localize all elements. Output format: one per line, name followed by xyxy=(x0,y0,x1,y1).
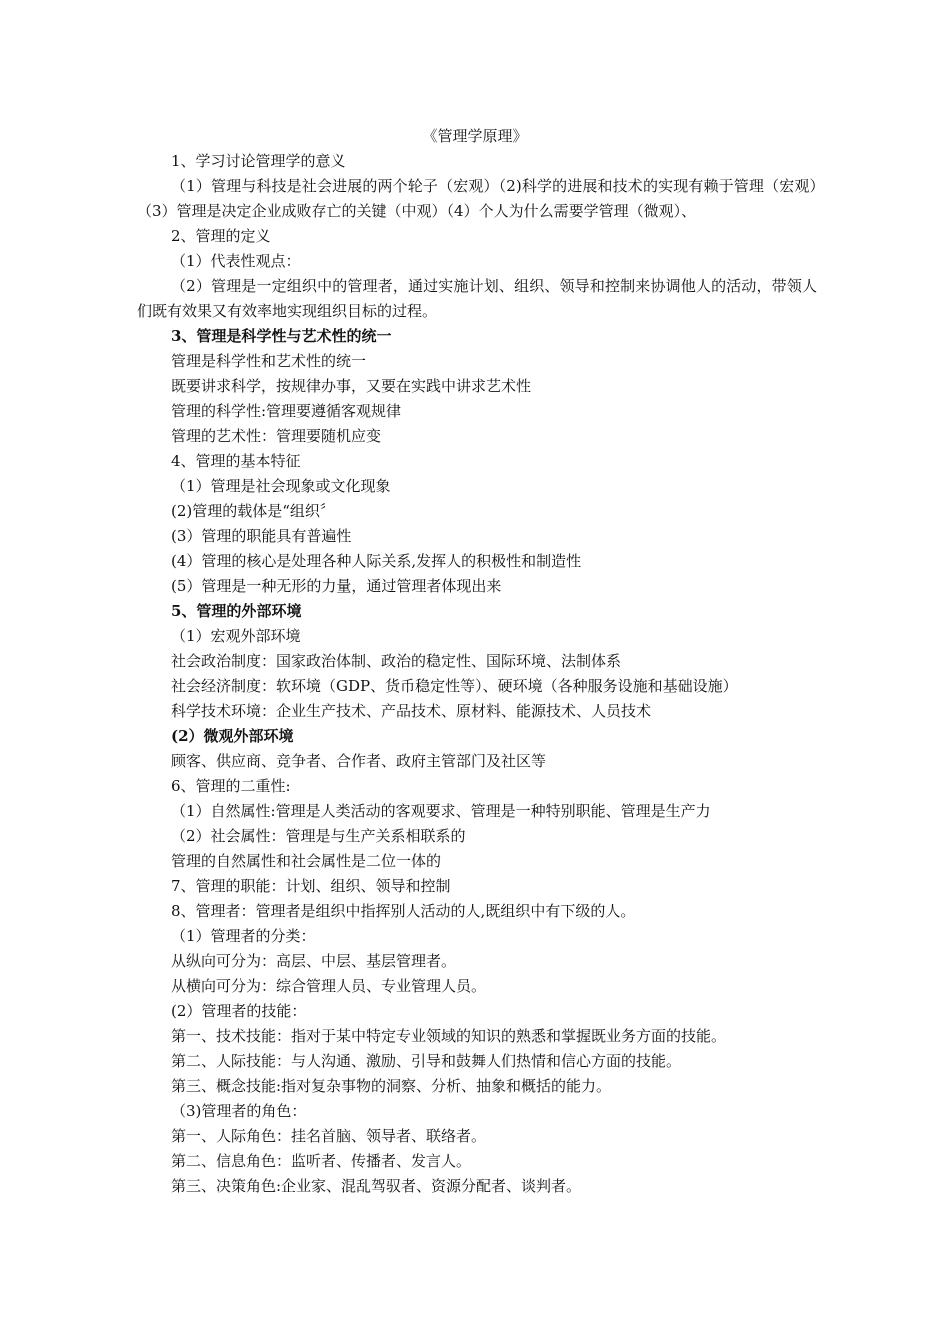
document-line: （3)管理者的角色： xyxy=(171,1102,307,1120)
document-line: 既要讲求科学，按规律办事，又要在实践中讲求艺术性 xyxy=(171,377,532,395)
document-line: （1）管理者的分类： xyxy=(171,927,316,945)
document-line: (2）微观外部环境 xyxy=(171,727,294,745)
document-title: 《管理学原理》 xyxy=(422,127,528,145)
document-line: 顾客、供应商、竞争者、合作者、政府主管部门及社区等 xyxy=(171,752,547,770)
document-line: 8、管理者：管理者是组织中指挥别人活动的人,既组织中有下级的人。 xyxy=(171,902,636,920)
document-line: 第一、技术技能：指对于某中特定专业领域的知识的熟悉和掌握既业务方面的技能。 xyxy=(171,1027,727,1045)
document-line: 科学技术环境：企业生产技术、产品技术、原材料、能源技术、人员技术 xyxy=(171,702,652,720)
document-line: 4、管理的基本特征 xyxy=(171,452,301,470)
document-line: 第三、决策角色:企业家、混乱驾驭者、资源分配者、谈判者。 xyxy=(171,1177,582,1195)
document-line: 社会政治制度：国家政治体制、政治的稳定性、国际环境、法制体系 xyxy=(171,652,622,670)
document-line: 6、管理的二重性: xyxy=(171,777,291,795)
document-line: 第二、信息角色：监听者、传播者、发言人。 xyxy=(171,1152,472,1170)
document-line: （2）管理是一定组织中的管理者，通过实施计划、组织、领导和控制来协调他人的活动，带领人们既有效果又有效率地实现组织目标的过程。 xyxy=(137,277,817,320)
document-line: （1）管理是社会现象或文化现象 xyxy=(171,477,391,495)
document-line: 2、管理的定义 xyxy=(171,227,271,245)
document-line: （1）自然属性:管理是人类活动的客观要求、管理是一种特别职能、管理是生产力 xyxy=(171,802,711,820)
document-line: （2）社会属性：管理是与生产关系相联系的 xyxy=(171,827,466,845)
document-line: 3、管理是科学性与艺术性的统一 xyxy=(171,327,392,345)
document-line: 管理是科学性和艺术性的统一 xyxy=(171,352,367,370)
document-line: 第三、概念技能:指对复杂事物的洞察、分析、抽象和概括的能力。 xyxy=(171,1077,612,1095)
document-line: 社会经济制度：软环境（GDP、货币稳定性等）、硬环境（各种服务设施和基础设施） xyxy=(171,677,738,695)
document-line: 管理的自然属性和社会属性是二位一体的 xyxy=(171,852,442,870)
document-line: (5）管理是一种无形的力量，通过管理者体现出来 xyxy=(171,577,502,595)
document-line: 7、管理的职能：计划、组织、领导和控制 xyxy=(171,877,451,895)
document-line: 管理的艺术性：管理要随机应变 xyxy=(171,427,382,445)
document-line: （1）代表性观点： xyxy=(171,252,301,270)
document-line: （1）宏观外部环境 xyxy=(171,627,301,645)
document-line: 1、学习讨论管理学的意义 xyxy=(171,152,346,170)
document-line: 从纵向可分为：高层、中层、基层管理者。 xyxy=(171,952,457,970)
document-line: 第二、人际技能：与人沟通、激励、引导和鼓舞人们热情和信心方面的技能。 xyxy=(171,1052,682,1070)
document-line: (4）管理的核心是处理各种人际关系,发挥人的积极性和制造性 xyxy=(171,552,582,570)
document-line: 第一、人际角色：挂名首脑、领导者、联络者。 xyxy=(171,1127,487,1145)
document-line: （1）管理与科技是社会进展的两个轮子（宏观）（2)科学的进展和技术的实现有赖于管理（宏观）（3）管理是决定企业成败存亡的关键（中观）（4）个人为什么需要学管理（微观）、 xyxy=(137,177,817,220)
document-line: (2）管理者的技能： xyxy=(171,1002,307,1020)
document-line: (3）管理的职能具有普遍性 xyxy=(171,527,352,545)
document-body xyxy=(137,149,817,1199)
document-line: (2)管理的载体是“组织〞 xyxy=(171,502,335,520)
document-line: 从横向可分为：综合管理人员、专业管理人员。 xyxy=(171,977,487,995)
document-line: 管理的科学性:管理要遵循客观规律 xyxy=(171,402,402,420)
document-line: 5、管理的外部环境 xyxy=(171,602,302,620)
